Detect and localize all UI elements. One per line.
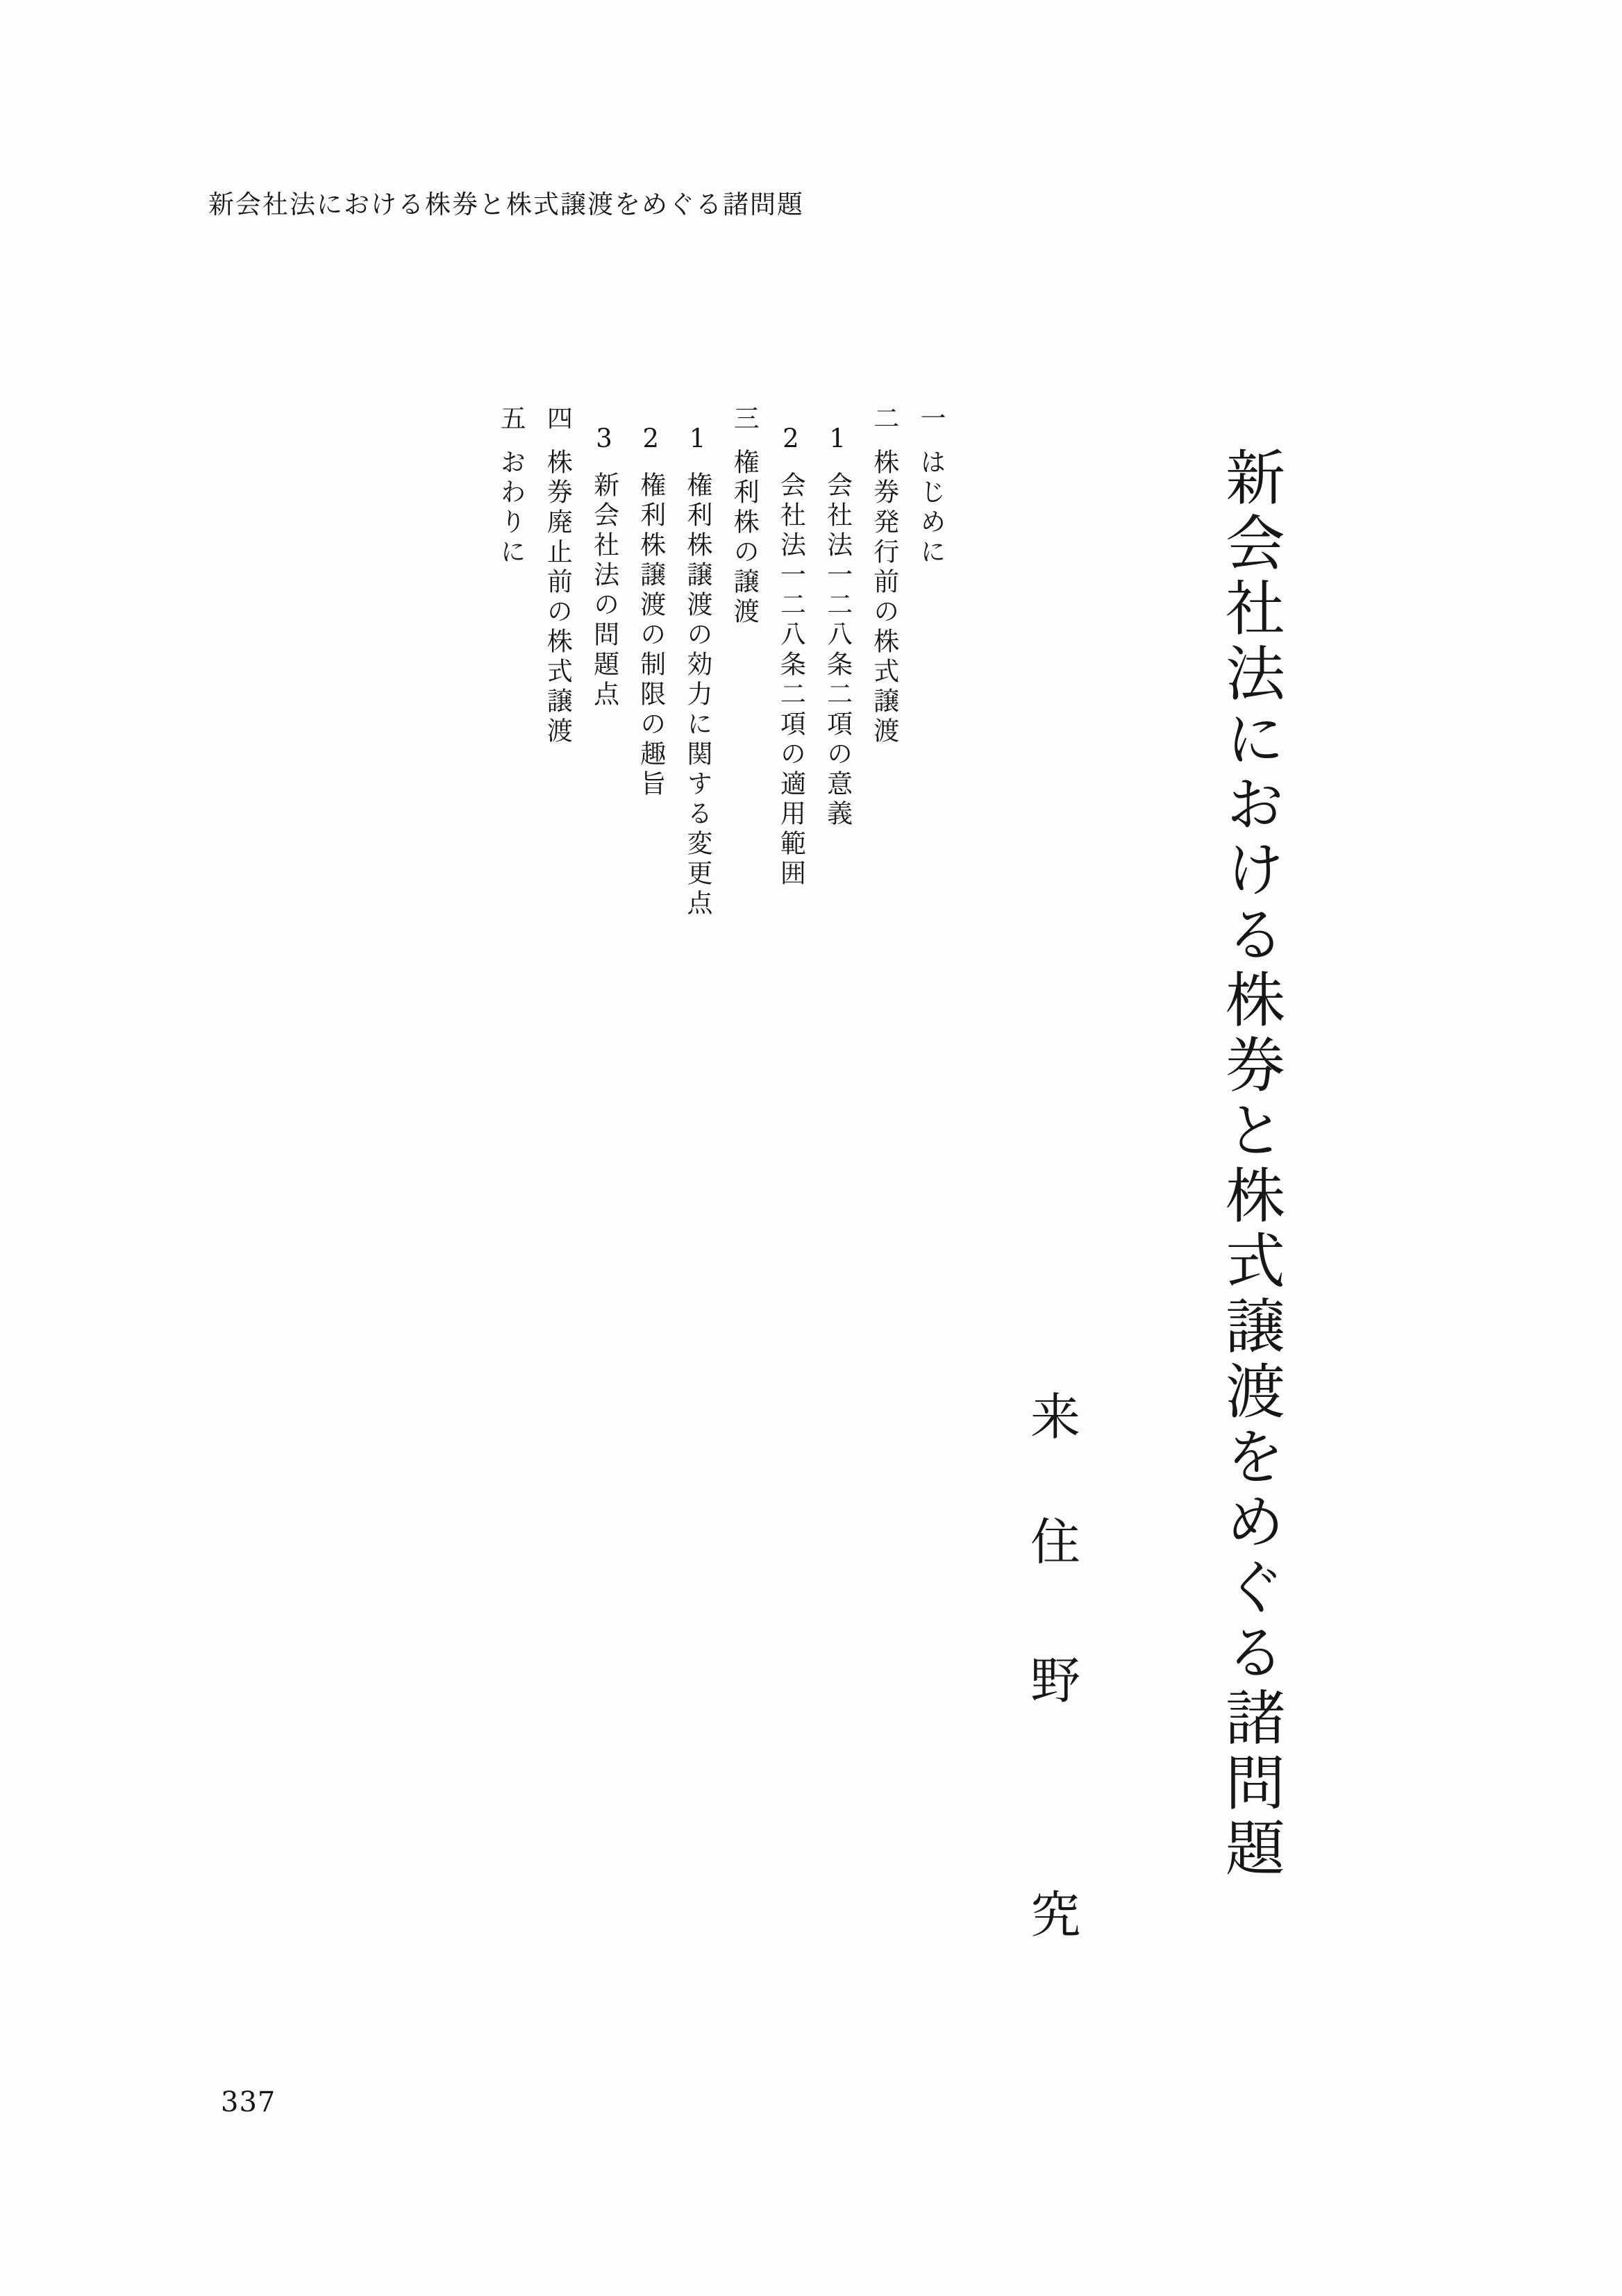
toc-item xyxy=(908,405,954,953)
toc-item-number: 三 xyxy=(729,405,760,435)
toc-item-label: 株券廃止前の株式譲渡 xyxy=(542,449,573,747)
author-name-char: 野 xyxy=(1030,1652,1081,1710)
running-header: 新会社法における株券と株式譲渡をめぐる諸問題 xyxy=(208,190,804,219)
toc-item-number: 2 xyxy=(776,424,806,458)
toc-subitem xyxy=(767,405,814,953)
author-name-char: 来 xyxy=(1030,1388,1081,1446)
toc-item xyxy=(861,405,908,953)
page-number: 337 xyxy=(221,2086,276,2118)
toc-item-number: 五 xyxy=(496,405,526,435)
toc-item-label: 権利株譲渡の効力に関する変更点 xyxy=(682,471,712,919)
toc-item xyxy=(487,405,534,953)
toc-item-number: 一 xyxy=(916,405,946,435)
toc-item-number: 3 xyxy=(589,424,619,458)
toc-item-label: 会社法一二八条二項の適用範囲 xyxy=(776,471,806,889)
toc-item-label: おわりに xyxy=(496,449,526,568)
toc-subitem xyxy=(628,405,674,953)
toc-item-number: 1 xyxy=(822,424,853,458)
table-of-contents xyxy=(487,405,954,953)
toc-subitem xyxy=(674,405,721,953)
toc-item xyxy=(721,405,767,953)
author-name xyxy=(1030,1388,1081,1944)
toc-item-number: 1 xyxy=(682,424,712,458)
toc-item-label: 会社法一二八条二項の意義 xyxy=(822,471,853,830)
toc-subitem xyxy=(580,405,627,953)
toc-item-number: 2 xyxy=(635,424,666,458)
toc-subitem xyxy=(814,405,860,953)
toc-item-number: 四 xyxy=(542,405,573,435)
toc-item-label: 株券発行前の株式譲渡 xyxy=(869,449,899,747)
toc-item-label: 権利株譲渡の制限の趣旨 xyxy=(635,471,666,800)
toc-item-label: はじめに xyxy=(916,449,946,568)
toc-item-label: 新会社法の問題点 xyxy=(589,471,619,710)
author-name-char: 住 xyxy=(1030,1513,1081,1571)
article-title: 新会社法における株券と株式譲渡をめぐる諸問題 xyxy=(1215,446,1285,1882)
toc-item xyxy=(534,405,580,953)
author-name-char: 究 xyxy=(1030,1886,1081,1944)
toc-item-number: 二 xyxy=(869,405,899,435)
toc-item-label: 権利株の譲渡 xyxy=(729,449,760,628)
